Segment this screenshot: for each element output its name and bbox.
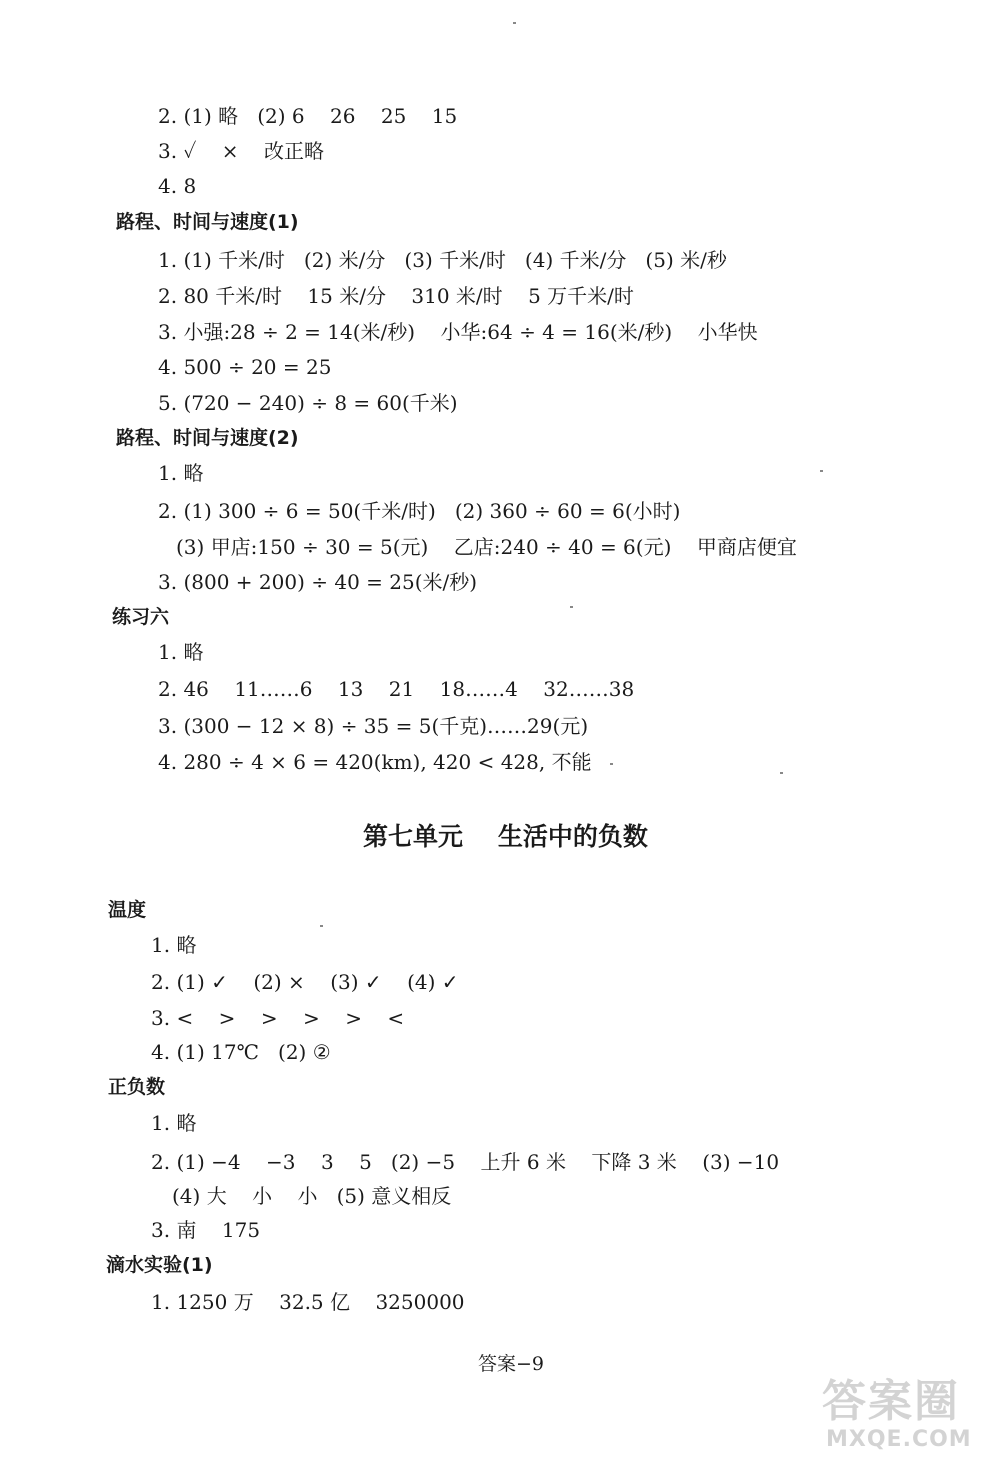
answer-line: 2. (1) −4 −3 3 5 (2) −5 上升 6 米 下降 3 米 (3) −10 [151,1150,780,1174]
section-heading: 练习六 [112,606,170,628]
answer-line: 3. ✓ × 改正略 [158,139,324,163]
answer-line: 1. 略 [151,1111,197,1135]
answer-line: 4. 500 ÷ 20 = 25 [158,355,332,379]
answer-line: 4. (1) 17℃ (2) ② [151,1040,331,1064]
watermark-logo [822,1378,992,1456]
watermark-url: MXQE.COM [826,1427,972,1452]
unit-title: 第七单元 生活中的负数 [363,822,648,851]
answer-line: 2. (1) ✓ (2) × (3) ✓ (4) ✓ [151,970,459,994]
scan-speck [610,763,613,765]
section-heading: 温度 [108,899,147,921]
answer-line: 1. (1) 千米/时 (2) 米/分 (3) 千米/时 (4) 千米/分 (5) 米/秒 [158,248,727,272]
section-heading: 路程、时间与速度(1) [116,211,299,233]
scan-speck [320,925,323,927]
section-heading: 路程、时间与速度(2) [116,427,299,449]
answer-line: 5. (720 − 240) ÷ 8 = 60(千米) [158,391,458,415]
answer-line: 4. 8 [158,174,197,198]
scan-speck [820,470,823,472]
answer-line: 1. 略 [151,933,197,957]
answer-line: 1. 1250 万 32.5 亿 3250000 [151,1290,465,1314]
answer-line: 3. < > > > > < [151,1006,405,1030]
answer-line: 2. 46 11……6 13 21 18……4 32……38 [158,677,635,701]
scan-speck [570,606,573,608]
answer-line: 1. 略 [158,640,204,664]
answer-line: 3. (800 + 200) ÷ 40 = 25(米/秒) [158,570,478,594]
scan-speck [513,22,516,24]
answer-line: 2. 80 千米/时 15 米/分 310 米/时 5 万千米/时 [158,284,634,308]
answer-line: 3. (300 − 12 × 8) ÷ 35 = 5(千克)……29(元) [158,714,589,738]
section-heading: 滴水实验(1) [106,1254,213,1276]
page-number: 答案−9 [478,1353,545,1375]
watermark-text: 答案圈 [822,1376,960,1427]
answer-line: 4. 280 ÷ 4 × 6 = 420(km), 420 < 428, 不能 [158,750,592,774]
answer-line: 3. 南 175 [151,1218,261,1242]
answer-line: 3. 小强:28 ÷ 2 = 14(米/秒) 小华:64 ÷ 4 = 16(米/秒) 小华快 [158,320,758,344]
answer-line: 1. 略 [158,461,204,485]
answer-line: (4) 大 小 小 (5) 意义相反 [172,1184,452,1208]
scan-speck [780,772,783,774]
answer-line: 2. (1) 略 (2) 6 26 25 15 [158,104,458,128]
answer-line: 2. (1) 300 ÷ 6 = 50(千米/时) (2) 360 ÷ 60 = 6(小时) [158,499,681,523]
section-heading: 正负数 [108,1076,166,1098]
answer-line: (3) 甲店:150 ÷ 30 = 5(元) 乙店:240 ÷ 40 = 6(元) 甲商店便宜 [176,535,797,559]
